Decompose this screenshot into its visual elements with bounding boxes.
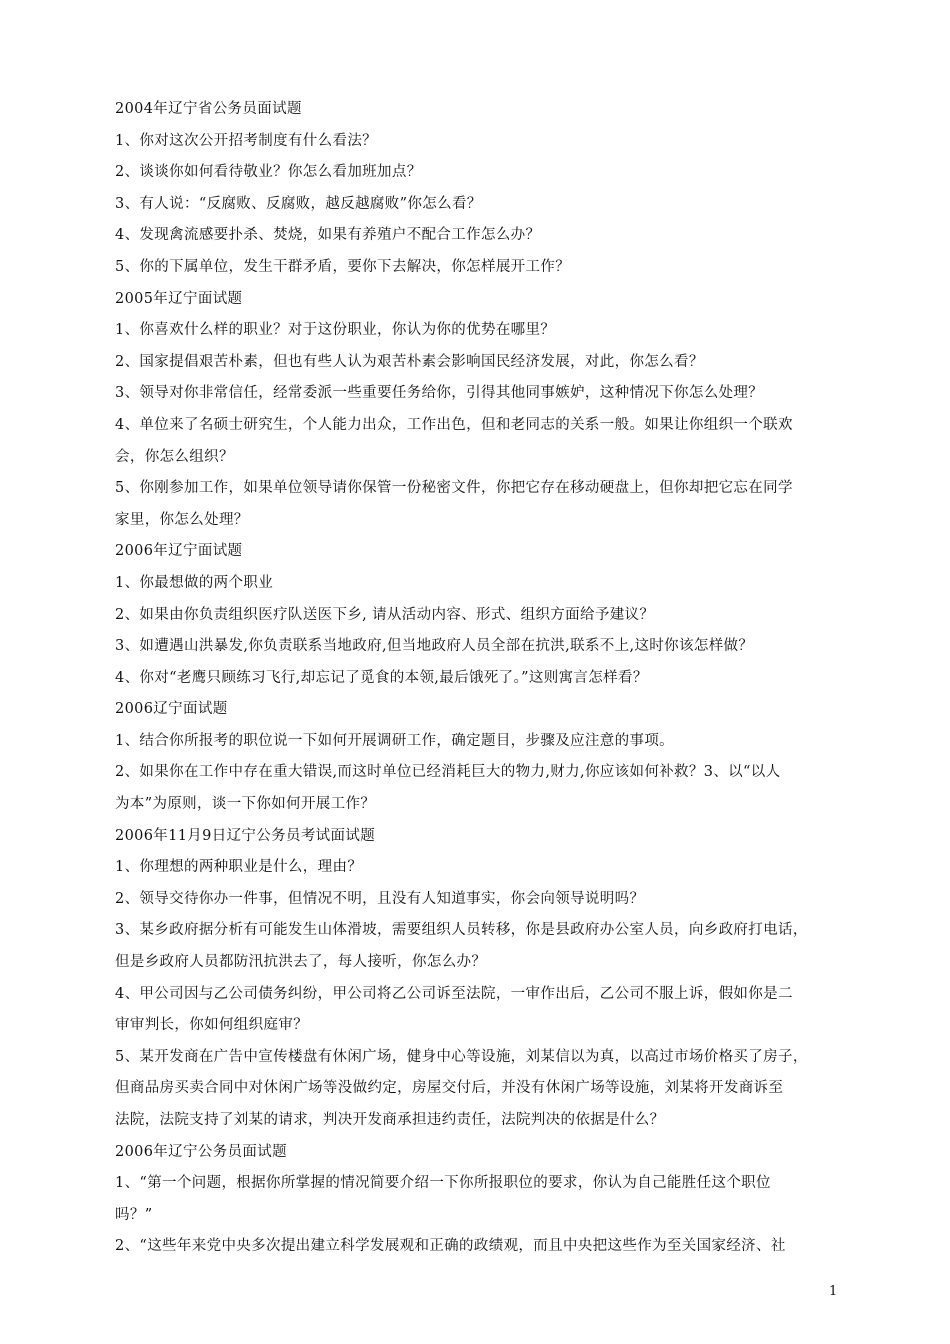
document-line: 1、你理想的两种职业是什么，理由？ [115, 859, 363, 876]
document-line: 审审判长，你如何组织庭审？ [115, 1017, 309, 1034]
document-line: 家里，你怎么处理？ [115, 511, 249, 528]
document-line: 2、领导交待你办一件事，但情况不明，且没有人知道事实，你会向领导说明吗？ [115, 890, 645, 907]
document-line: 法院，法院支持了刘某的请求，判决开发商承担违约责任，法院判决的依据是什么？ [115, 1112, 665, 1128]
document-line: 2、如果由你负责组织医疗队送医下乡, 请从活动内容、形式、组织方面给予建议？ [115, 606, 655, 623]
document-line: 5、某开发商在广告中宣传楼盘有休闲广场，健身中心等设施，刘某信以为真，以高过市场价格买了房子， [115, 1048, 808, 1065]
document-line: 1、你对这次公开招考制度有什么看法？ [115, 132, 378, 149]
document-body [115, 94, 853, 1263]
document-line: 2006辽宁面试题 [115, 701, 228, 718]
document-line: 吗？” [115, 1206, 153, 1223]
document-line: 2006年辽宁面试题 [115, 543, 243, 560]
document-line: 2、“这些年来党中央多次提出建立科学发展观和正确的政绩观，而且中央把这些作为至关国家经济、社 [115, 1238, 786, 1255]
document-line: 2、如果你在工作中存在重大错误,而这时单位已经消耗巨大的物力,财力,你应该如何补救？3、以“以人 [115, 764, 781, 781]
document-line: 为本”为原则，谈一下你如何开展工作？ [115, 796, 376, 813]
document-line: 2006年辽宁公务员面试题 [115, 1143, 287, 1160]
document-line: 3、某乡政府据分析有可能发生山体滑坡，需要组织人员转移，你是县政府办公室人员，向乡政府打电话， [115, 922, 808, 939]
document-line: 2005年辽宁面试题 [115, 290, 243, 307]
document-line: 但商品房买卖合同中对休闲广场等没做约定，房屋交付后，并没有休闲广场等设施，刘某将开发商诉至 [115, 1080, 784, 1097]
page-number: 1 [829, 1284, 838, 1299]
document-line: 5、你的下属单位，发生干群矛盾，要你下去解决，你怎样展开工作？ [115, 258, 571, 275]
document-line: 4、单位来了名硕士研究生，个人能力出众，工作出色，但和老同志的关系一般。如果让你组织一个联欢 [115, 416, 793, 433]
document-line: 会，你怎么组织？ [115, 448, 234, 465]
document-line: 3、有人说：“反腐败、反腐败，越反越腐败”你怎么看？ [115, 195, 482, 212]
document-line: 4、发现禽流感要扑杀、焚烧，如果有养殖户不配合工作怎么办？ [115, 227, 541, 244]
document-line: 1、“第一个问题，根据你所掌握的情况简要介绍一下你所报职位的要求，你认为自己能胜任这个职位 [115, 1175, 771, 1192]
document-line: 3、如遭遇山洪暴发,你负责联系当地政府,但当地政府人员全部在抗洪,联系不上,这时你该怎样做？ [115, 638, 754, 655]
document-line: 1、你喜欢什么样的职业？对于这份职业，你认为你的优势在哪里？ [115, 322, 556, 339]
document-line: 1、你最想做的两个职业 [115, 574, 274, 591]
document-line: 1、结合你所报考的职位说一下如何开展调研工作，确定题目，步骤及应注意的事项。 [115, 732, 675, 749]
document-line: 2、国家提倡艰苦朴素，但也有些人认为艰苦朴素会影响国民经济发展，对此，你怎么看？ [115, 353, 704, 370]
document-line: 5、你刚参加工作，如果单位领导请你保管一份秘密文件，你把它存在移动硬盘上，但你却把它忘在同学 [115, 480, 793, 497]
document-line: 2004年辽宁省公务员面试题 [115, 101, 302, 117]
document-line: 3、领导对你非常信任，经常委派一些重要任务给你，引得其他同事嫉妒，这种情况下你怎么处理？ [115, 385, 764, 402]
document-line: 2、谈谈你如何看待敬业？你怎么看加班加点？ [115, 164, 422, 181]
document-line: 2006年11月9日辽宁公务员考试面试题 [115, 827, 376, 844]
document-line: 4、你对“老鹰只顾练习飞行,却忘记了觅食的本领,最后饿死了。”这则寓言怎样看？ [115, 669, 648, 686]
document-line: 4、甲公司因与乙公司债务纠纷，甲公司将乙公司诉至法院，一审作出后，乙公司不服上诉，假如你是二 [115, 985, 793, 1002]
document-line: 但是乡政府人员都防汛抗洪去了，每人接听，你怎么办？ [115, 954, 487, 971]
